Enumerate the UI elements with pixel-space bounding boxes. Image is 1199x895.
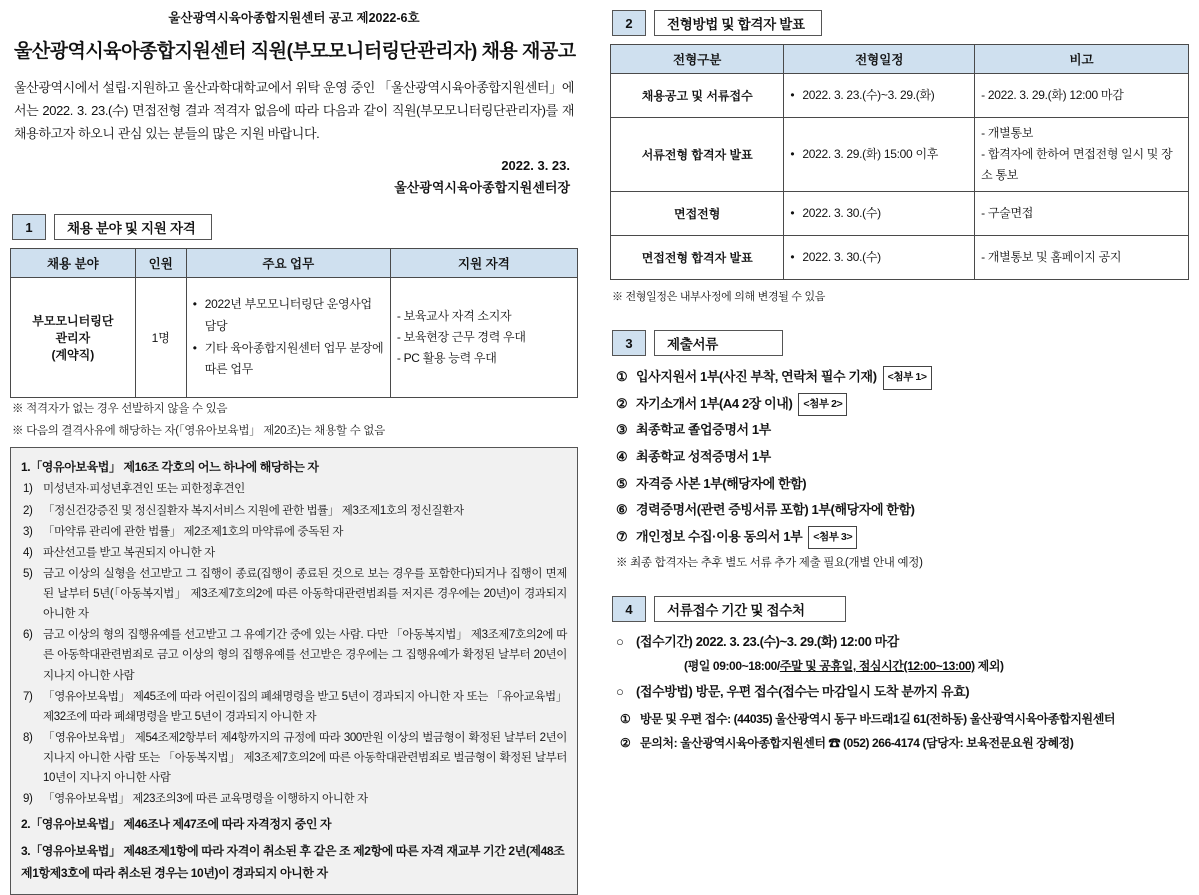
marker: ② bbox=[616, 395, 628, 411]
sub-text: 「영유아보육법」 제54조제2항부터 제4항까지의 규정에 따라 300만원 이상의 벌금형이 확정된 날부터 2년이 지나지 아니한 사람 또는 「아동복지법」 제3조제7호의2에 따른 아동학대관련범죄로 벌금형이 확정된 날부터 10년이 지나지 아니한 사람 bbox=[43, 731, 567, 785]
attachment-tag: <첨부 2> bbox=[798, 393, 847, 417]
marker: ⑦ bbox=[616, 528, 628, 544]
documents-list bbox=[616, 364, 1189, 550]
sub-text: 금고 이상의 형의 집행유예를 선고받고 그 유예기간 중에 있는 사람. 다만 「아동복지법」 제3조제7호의2에 따른 아동학대관련범죄로 금고 이상의 형의 집행유예를 선고받은 경우에는 그 집행유예가 확정된 날부터 20년이 지나지 아니한 사람 bbox=[43, 629, 567, 682]
col-qualifications: 지원 자격 bbox=[390, 249, 577, 278]
method-label: (접수방법) bbox=[636, 684, 693, 700]
schedule-item: • 2022. 3. 30.(수) bbox=[790, 203, 968, 225]
issue-date: 2022. 3. 23. bbox=[501, 158, 570, 174]
section-1-number: 1 bbox=[12, 214, 46, 240]
section-4-number: 4 bbox=[612, 596, 646, 622]
attachment-tag: <첨부 3> bbox=[808, 526, 857, 550]
sub-text: 미성년자·피성년후견인 또는 피한정후견인 bbox=[43, 483, 245, 496]
cell-stage: 서류전형 합격자 발표 bbox=[611, 118, 784, 192]
reception-period bbox=[616, 630, 1189, 655]
duty-item: • 기타 육아종합지원센터 업무 분장에 따른 업무 bbox=[193, 338, 384, 381]
col-count: 인원 bbox=[135, 249, 186, 278]
contact-item bbox=[620, 731, 1189, 755]
document-item bbox=[616, 391, 1189, 418]
signature-block bbox=[10, 155, 570, 198]
method-value: 방문, 우편 접수(접수는 마감일시 도착 분까지 유효) bbox=[695, 684, 970, 700]
disqualification-sub-item bbox=[21, 479, 567, 499]
intro-paragraph: 울산광역시에서 설립·지원하고 울산과학대학교에서 위탁 운영 중인 「울산광역시육아종합지원센터」에서는 2022. 3. 23.(수) 면접전형 결과 적격자 없음에 따라 다음과 같이 직원(부모모니터링단관리자)를 재 채용하고자 하오니 관심 있는 분들의 많은 지원 바랍니다. bbox=[14, 80, 574, 141]
section-4-title: 서류접수 기간 및 접수처 bbox=[654, 596, 846, 622]
table-row bbox=[611, 74, 1189, 118]
cell-schedule bbox=[784, 74, 975, 118]
remark-item: - 합격자에 한하여 면접전형 일시 및 장소 통보 bbox=[981, 147, 1173, 182]
section-3-title: 제출서류 bbox=[654, 330, 783, 356]
schedule-item: • 2022. 3. 23.(수)~3. 29.(화) bbox=[790, 85, 968, 107]
document-label: 최종학교 성적증명서 1부 bbox=[636, 448, 771, 464]
cell-remarks bbox=[975, 192, 1189, 236]
schedule-item: • 2022. 3. 29.(화) 15:00 이후 bbox=[790, 144, 968, 166]
duty-item: • 2022년 부모모니터링단 운영사업 담당 bbox=[193, 294, 384, 337]
marker: 9) bbox=[23, 793, 33, 806]
reception-method-list bbox=[616, 680, 1189, 705]
document-label: 자기소개서 1부(A4 2장 이내) bbox=[636, 395, 793, 411]
disqualification-item-2: 2.「영유아보육법」 제46조나 제47조에 따라 자격정지 중인 자 bbox=[21, 817, 332, 832]
table-row bbox=[611, 236, 1189, 280]
section-1-note-1: ※ 적격자가 없는 경우 선발하지 않을 수 있음 bbox=[12, 403, 228, 416]
period-sub-note bbox=[684, 657, 1189, 674]
disqualification-sub-item bbox=[21, 789, 567, 809]
disqualification-box bbox=[10, 447, 578, 895]
document-label: 자격증 사본 1부(해당자에 한함) bbox=[636, 475, 807, 491]
marker: ④ bbox=[616, 448, 628, 464]
document-label: 최종학교 졸업증명서 1부 bbox=[636, 422, 771, 438]
contact-phone: 문의처: 울산광역시육아종합지원센터 ☎ (052) 266-4174 (담당자: 보육전문요원 장혜정) bbox=[640, 735, 1074, 750]
cell-stage: 채용공고 및 서류접수 bbox=[611, 74, 784, 118]
period-sub-underline: 주말 및 공휴일, 점심시간(12:00~13:00) bbox=[779, 659, 975, 674]
sub-text: 「영유아보육법」 제45조에 따라 어린이집의 폐쇄명령을 받고 5년이 경과되지 아니한 자 또는 「유아교육법」 제32조에 따라 폐쇄명령을 받고 5년이 경과되지 아니한 자 bbox=[43, 690, 567, 723]
cell-schedule bbox=[784, 236, 975, 280]
section-2-title: 전형방법 및 합격자 발표 bbox=[654, 10, 822, 36]
cell-duties bbox=[186, 278, 390, 398]
remark-item: - 개별통보 bbox=[981, 126, 1034, 140]
cell-schedule bbox=[784, 118, 975, 192]
cell-stage: 면접전형 합격자 발표 bbox=[611, 236, 784, 280]
disqualification-sublist bbox=[21, 479, 567, 809]
document-number: 울산광역시육아종합지원센터 공고 제2022-6호 bbox=[168, 11, 420, 25]
period-sub-prefix: (평일 09:00~18:00/ bbox=[684, 659, 780, 674]
disqualification-item-1: 1.「영유아보육법」 제16조 각호의 어느 하나에 해당하는 자 bbox=[21, 460, 319, 475]
remark-item: - 개별통보 및 홈페이지 공지 bbox=[981, 250, 1122, 264]
table-row bbox=[611, 118, 1189, 192]
document-item bbox=[616, 471, 1189, 498]
document-label: 입사지원서 1부(사진 부착, 연락처 필수 기재) bbox=[636, 369, 877, 384]
disqualification-sub-item bbox=[21, 522, 567, 542]
section-2-number: 2 bbox=[612, 10, 646, 36]
section-1-heading bbox=[12, 214, 578, 240]
cell-remarks bbox=[975, 74, 1189, 118]
section-1-note-2: ※ 다음의 결격사유에 해당하는 자(「영유아보육법」 제20조)는 채용할 수 없음 bbox=[12, 424, 385, 437]
qualification-item: - 보육현장 근무 경력 우대 bbox=[396, 330, 526, 345]
sub-text: 「마약류 관리에 관한 법률」 제2조제1호의 마약류에 중독된 자 bbox=[43, 525, 344, 538]
col-schedule: 전형일정 bbox=[784, 45, 975, 74]
sub-text: 「정신건강증진 및 정신질환자 복지서비스 지원에 관한 법률」 제3조제1호의 정신질환자 bbox=[43, 504, 464, 517]
marker: ⑤ bbox=[616, 475, 628, 491]
table-header-row bbox=[11, 249, 578, 278]
qualification-item: - PC 활용 능력 우대 bbox=[396, 351, 497, 366]
cell-qualifications bbox=[390, 278, 577, 398]
document-item bbox=[616, 524, 1189, 551]
field-line-1: 부모모니터링단 bbox=[32, 314, 114, 329]
right-column bbox=[600, 0, 1199, 813]
col-stage: 전형구분 bbox=[611, 45, 784, 74]
disqualification-sub-item bbox=[21, 687, 567, 727]
table-header-row bbox=[611, 45, 1189, 74]
disqualification-sub-item bbox=[21, 501, 567, 521]
col-remarks: 비고 bbox=[975, 45, 1189, 74]
disqualification-sub-item bbox=[21, 543, 567, 563]
period-sub-suffix: 제외) bbox=[974, 659, 1004, 674]
marker: 1) bbox=[23, 483, 33, 496]
contact-address: 방문 및 우편 접수: (44035) 울산광역시 동구 바드래1길 61(전하동) 울산광역시육아종합지원센터 bbox=[640, 711, 1116, 726]
document-item bbox=[616, 444, 1189, 471]
reception-list bbox=[616, 630, 1189, 655]
schedule-table bbox=[610, 44, 1189, 280]
period-label: (접수기간) bbox=[636, 634, 693, 650]
period-value: 2022. 3. 23.(수)~3. 29.(화) 12:00 마감 bbox=[695, 634, 899, 650]
document-item bbox=[616, 364, 1189, 391]
remark-item: - 2022. 3. 29.(화) 12:00 마감 bbox=[981, 88, 1124, 102]
document-label: 개인정보 수집·이용 동의서 1부 bbox=[636, 528, 803, 544]
cell-remarks bbox=[975, 236, 1189, 280]
contact-item bbox=[620, 707, 1189, 731]
reception-method bbox=[616, 680, 1189, 705]
section-3-heading bbox=[612, 330, 1189, 356]
schedule-item: • 2022. 3. 30.(수) bbox=[790, 247, 968, 269]
document-item bbox=[616, 417, 1189, 444]
marker: ③ bbox=[616, 422, 628, 438]
section-4-heading bbox=[612, 596, 1189, 622]
page-title: 울산광역시육아종합지원센터 직원(부모모니터링단관리자) 채용 재공고 bbox=[14, 41, 576, 62]
marker: ○ bbox=[616, 684, 624, 700]
issuer-name: 울산광역시육아종합지원센터장 bbox=[394, 179, 570, 195]
disqualification-sub-item bbox=[21, 625, 567, 685]
cell-stage: 면접전형 bbox=[611, 192, 784, 236]
section-2-heading bbox=[612, 10, 1189, 36]
section-2-note: ※ 전형일정은 내부사정에 의해 변경될 수 있음 bbox=[612, 291, 826, 303]
disqualification-sub-item bbox=[21, 728, 567, 788]
marker: 5) bbox=[23, 567, 33, 580]
marker: 7) bbox=[23, 690, 33, 703]
field-line-2: 관리자 bbox=[55, 331, 91, 346]
qualification-item: - 보육교사 자격 소지자 bbox=[396, 309, 512, 324]
section-3-note: ※ 최종 합격자는 추후 별도 서류 추가 제출 필요(개별 안내 예정) bbox=[616, 557, 923, 570]
cell-count: 1명 bbox=[135, 278, 186, 398]
cell-schedule bbox=[784, 192, 975, 236]
col-field: 채용 분야 bbox=[11, 249, 136, 278]
marker: ⑥ bbox=[616, 502, 628, 518]
recruitment-table bbox=[10, 248, 578, 398]
cell-remarks bbox=[975, 118, 1189, 192]
marker: 2) bbox=[23, 504, 33, 517]
document-label: 경력증명서(관련 증빙서류 포함) 1부(해당자에 한함) bbox=[636, 502, 915, 518]
left-column bbox=[0, 0, 588, 880]
sub-text: 「영유아보육법」 제23조의3에 따른 교육명령을 이행하지 아니한 자 bbox=[43, 793, 368, 806]
marker: ○ bbox=[616, 634, 624, 650]
section-3-number: 3 bbox=[612, 330, 646, 356]
disqualification-sub-item bbox=[21, 564, 567, 624]
marker: ② bbox=[620, 735, 631, 750]
marker: 3) bbox=[23, 525, 33, 538]
section-1-title: 채용 분야 및 지원 자격 bbox=[54, 214, 212, 240]
contact-list bbox=[620, 707, 1189, 755]
marker: ① bbox=[616, 369, 628, 384]
disqualification-item-3: 3.「영유아보육법」 제48조제1항에 따라 자격이 취소된 후 같은 조 제2항에 따른 자격 재교부 기간 2년(제48조제1항제3호에 따라 취소된 경우는 10년)이 경과되지 아니한 자 bbox=[21, 843, 565, 880]
field-line-3: (계약직) bbox=[51, 348, 95, 363]
cell-field bbox=[11, 278, 136, 398]
attachment-tag: <첨부 1> bbox=[883, 366, 932, 390]
table-row bbox=[11, 278, 578, 398]
marker: 6) bbox=[23, 629, 33, 642]
remark-item: - 구술면접 bbox=[981, 206, 1034, 220]
marker: 8) bbox=[23, 731, 33, 744]
col-duties: 주요 업무 bbox=[186, 249, 390, 278]
marker: 4) bbox=[23, 546, 33, 559]
sub-text: 파산선고를 받고 복권되지 아니한 자 bbox=[43, 546, 215, 559]
document-item bbox=[616, 497, 1189, 524]
marker: ① bbox=[620, 711, 631, 726]
table-row bbox=[611, 192, 1189, 236]
sub-text: 금고 이상의 실형을 선고받고 그 집행이 종료(집행이 종료된 것으로 보는 경우를 포함한다)되거나 집행이 면제된 날부터 5년(「아동복지법」 제3조제7호의2에 따른 아동학대관련범죄를 저지른 경우에는 20년)이 경과되지 아니한 자 bbox=[43, 567, 567, 621]
